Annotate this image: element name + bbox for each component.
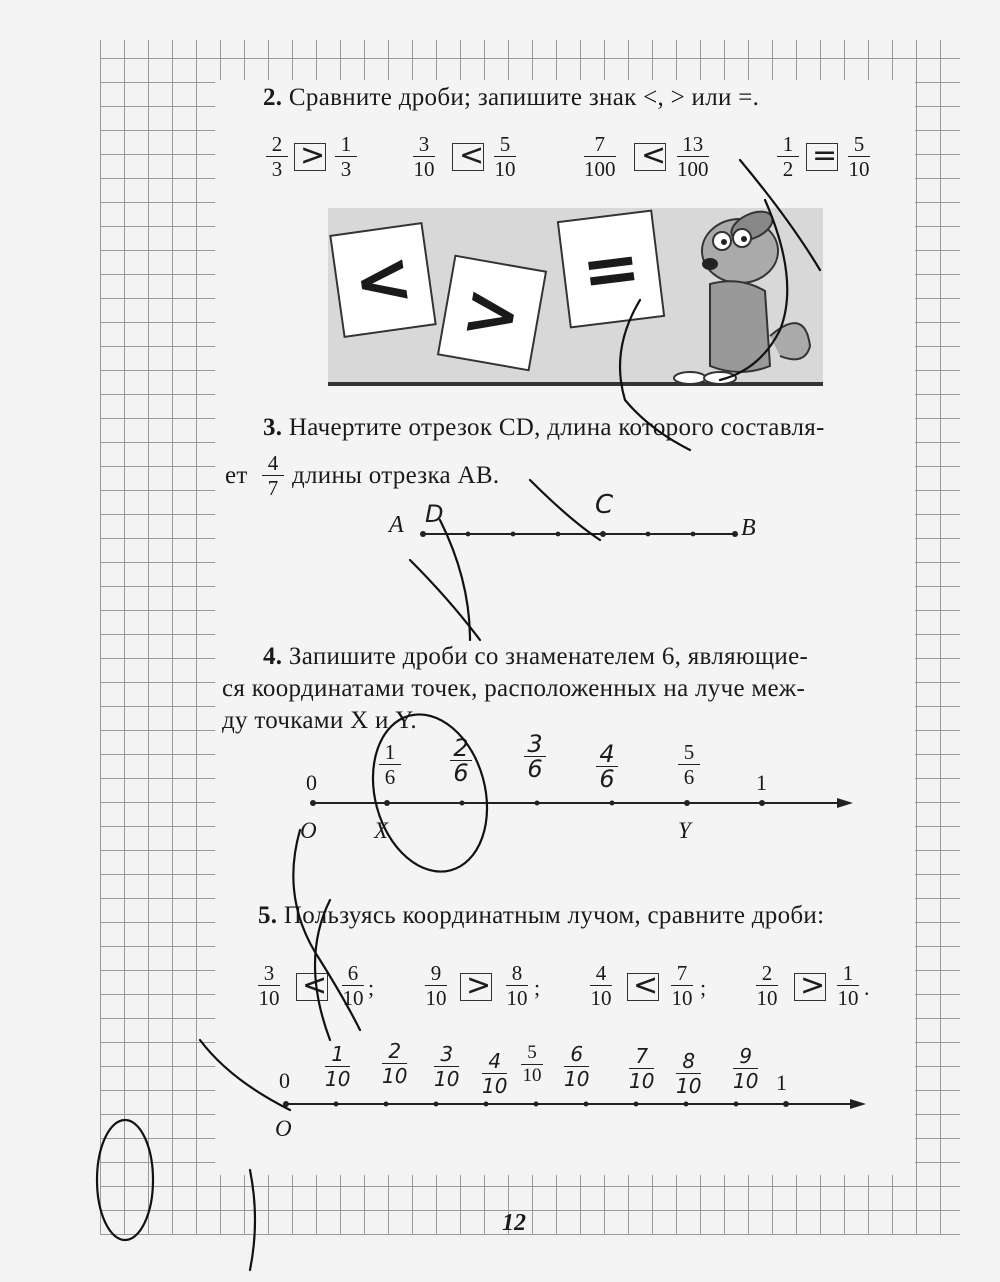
fraction: 7 10 [671, 961, 693, 1010]
task-3-text: Начертите отрезок CD, длина которого составля- [288, 414, 825, 441]
fraction: 6 10 [342, 961, 364, 1010]
handwritten-point-d: D [425, 500, 444, 528]
handwritten-fraction: 6 10 [564, 1042, 590, 1091]
fraction: 4 7 [262, 452, 284, 499]
fraction: 7 100 [584, 132, 616, 181]
fraction: 3 10 [413, 132, 435, 181]
ray-zero-label: 0 [306, 770, 317, 795]
handwritten-point-c: C [595, 490, 614, 520]
fraction: 13 100 [677, 132, 709, 181]
fraction: 4 10 [590, 961, 612, 1010]
handwritten-sign: < [459, 138, 485, 173]
fraction: 3 10 [258, 961, 280, 1010]
separator: ; [534, 975, 541, 1000]
ray-one-label: 1 [776, 1070, 787, 1095]
separator: . [864, 975, 870, 1000]
handwritten-sign: > [300, 138, 326, 173]
handwritten-fraction: 8 10 [676, 1049, 702, 1098]
fraction-five-sixths: 5 6 [678, 741, 700, 788]
page-number: 12 [502, 1210, 526, 1236]
task-3-line-2-post: длины отрезка AB. [292, 462, 500, 489]
ray-one-label: 1 [756, 770, 767, 795]
point-b-label: B [741, 515, 756, 541]
task-4-number: 4. [263, 643, 283, 670]
handwritten-sign: > [800, 968, 826, 1003]
handwritten-fraction: 2 10 [382, 1039, 408, 1088]
handwritten-fraction: 4 10 [482, 1049, 508, 1098]
handwritten-fraction: 9 10 [733, 1044, 759, 1093]
task-4-line-3: ду точками X и Y. [222, 707, 417, 734]
handwritten-fraction: 4 6 [596, 743, 618, 790]
card-greater-than: > [437, 255, 547, 372]
fraction: 2 3 [266, 133, 288, 180]
separator: ; [700, 975, 707, 1000]
card-less-than: < [329, 222, 437, 338]
task-5-number: 5. [258, 902, 278, 929]
fraction: 8 10 [506, 961, 528, 1010]
handwritten-fraction: 3 10 [434, 1042, 460, 1091]
fraction: 1 2 [777, 133, 799, 180]
fraction: 5 10 [848, 132, 870, 181]
handwritten-sign: > [466, 968, 492, 1003]
task-3-number: 3. [263, 414, 283, 441]
point-a-label: A [389, 512, 404, 538]
task-5-text: Пользуясь координатным лучом, сравните дроби: [283, 902, 825, 929]
handwritten-sign: < [633, 968, 659, 1003]
separator: ; [368, 975, 375, 1000]
task-2-number: 2. [263, 84, 283, 111]
fraction: 2 10 [756, 961, 778, 1010]
handwritten-fraction: 1 10 [325, 1042, 351, 1091]
fraction: 1 3 [335, 133, 357, 180]
task-3-line-2-pre: ет [225, 462, 248, 489]
card-equals: = [557, 210, 665, 329]
task-2-text: Сравните дроби; запишите знак <, > или =. [288, 84, 760, 111]
point-x-label: X [374, 818, 389, 843]
point-y-label: Y [678, 818, 691, 843]
origin-label: O [275, 1116, 292, 1141]
handwritten-sign: < [641, 138, 667, 173]
fraction-five-tenths: 5 10 [522, 1042, 542, 1086]
fraction: 5 10 [494, 132, 516, 181]
task-4-line-2: ся координатами точек, расположенных на луче меж- [222, 675, 806, 702]
origin-label: O [300, 818, 317, 843]
fraction-one-sixth: 1 6 [379, 741, 401, 788]
handwritten-sign: = [812, 138, 838, 173]
ray-zero-label: 0 [279, 1068, 290, 1093]
fraction: 9 10 [425, 961, 447, 1010]
task-4-text-1: Запишите дроби со знаменателем 6, являющие- [288, 643, 809, 670]
handwritten-fraction: 2 6 [450, 737, 472, 784]
handwritten-sign: < [302, 968, 328, 1003]
fraction: 1 10 [837, 961, 859, 1010]
handwritten-fraction: 3 6 [524, 733, 546, 780]
handwritten-fraction: 7 10 [629, 1044, 655, 1093]
